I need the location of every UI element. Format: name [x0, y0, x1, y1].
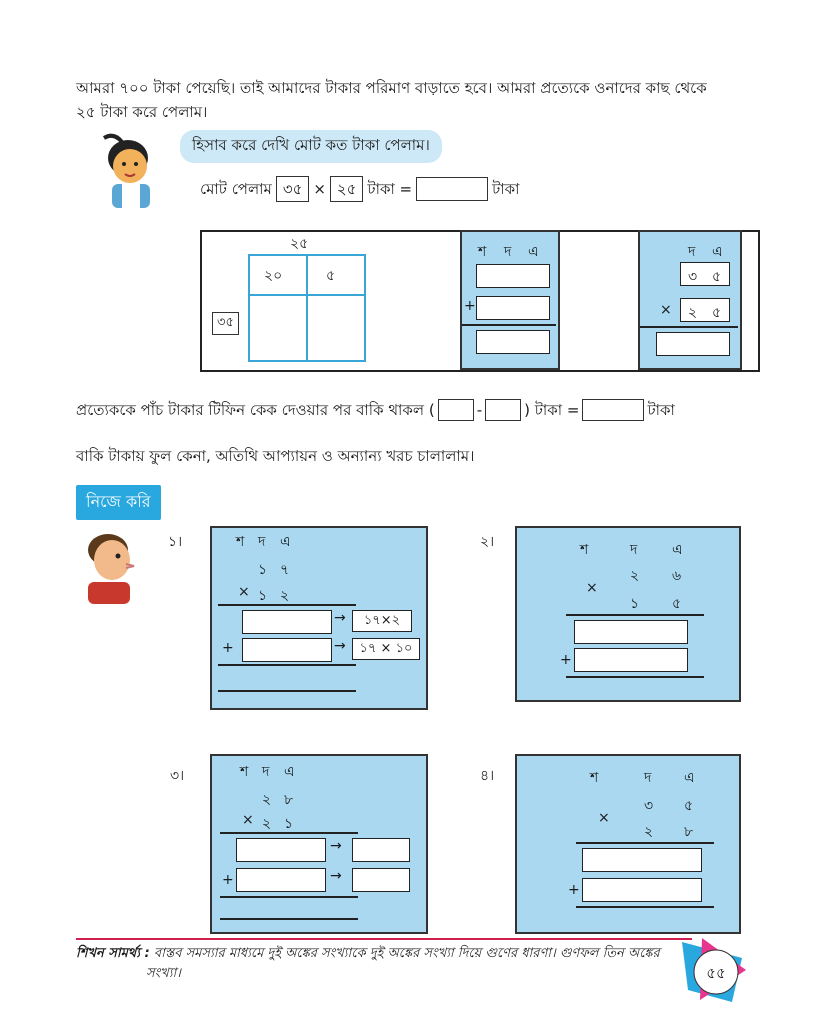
p4-plus: +: [568, 882, 580, 898]
p4-bottom-d: ২: [644, 824, 654, 840]
area-cell-4[interactable]: [306, 294, 366, 362]
plus-sign: +: [464, 298, 476, 314]
mult-top-d: ৩: [688, 269, 698, 285]
p3-bottom-e: ১: [284, 816, 294, 832]
p1-plus: +: [222, 640, 234, 656]
sum-result[interactable]: [476, 330, 550, 354]
area-side-label: ৩৫: [212, 312, 239, 335]
p2-bottom-d: ১: [630, 596, 640, 612]
p2-header-e: এ: [672, 542, 683, 558]
rest-line: বাকি টাকায় ফুল কেনা, অতিথি আপ্যায়ন ও অন্যান্য খরচ চালালাম।: [76, 447, 475, 465]
problem-1-number: ১।: [168, 534, 183, 550]
p4-line-2: [576, 906, 714, 908]
header-sh: শ: [478, 244, 487, 260]
total-line: [200, 176, 520, 202]
factor-b-box: ২৫: [330, 176, 364, 202]
mult-times: ×: [660, 302, 672, 318]
p1-arrow-2: →: [334, 638, 346, 654]
p3-plus: +: [222, 872, 234, 888]
p1-line-2: [218, 664, 356, 666]
p3-header-sh: শ: [240, 764, 249, 780]
sum-row-2[interactable]: [476, 296, 550, 320]
intro-line-2: ২৫ টাকা করে পেলাম।: [76, 103, 208, 121]
p1-hint-1: ১৭×২: [352, 610, 412, 632]
problem-3-number: ৩।: [170, 768, 185, 784]
header-e-right: এ: [712, 244, 723, 260]
p3-hint-box-1[interactable]: [352, 838, 410, 862]
intro-line-1: আমরা ৭০০ টাকা পেয়েছি। তাই আমাদের টাকার পরিমাণ বাড়াতে হবে। আমরা প্রত্যেকে ওনাদের কাছ থেকে: [76, 79, 707, 97]
p3-top-d: ২: [262, 792, 272, 808]
p1-arrow-1: →: [334, 610, 346, 626]
p2-header-sh: শ: [580, 542, 589, 558]
p4-header-d: দ: [644, 770, 652, 786]
p3-line-2: [220, 896, 358, 898]
p4-row-1[interactable]: [582, 848, 702, 872]
total-prefix: মোট পেলাম: [200, 180, 272, 198]
page-number: ৫৫: [706, 964, 726, 982]
section-title: নিজে করি: [76, 485, 161, 520]
header-d: দ: [504, 244, 512, 260]
p4-row-2[interactable]: [582, 878, 702, 902]
footer-rule: [76, 938, 692, 940]
p4-header-e: এ: [684, 770, 695, 786]
total-mid: টাকা =: [367, 180, 413, 198]
factor-a-box: ৩৫: [276, 176, 310, 202]
p1-line-3: [218, 690, 356, 692]
p2-row-2[interactable]: [574, 648, 688, 672]
p2-row-1[interactable]: [574, 620, 688, 644]
p1-top-d: ১: [258, 562, 268, 578]
tiffin-line: [76, 398, 675, 422]
p3-row-2[interactable]: [236, 868, 326, 892]
p4-bottom-e: ৮: [684, 824, 694, 840]
p3-bottom-d: ২: [262, 816, 272, 832]
p3-header-d: দ: [262, 764, 270, 780]
times-sign: ×: [313, 180, 326, 198]
speech-text: হিসাব করে দেখি মোট কত টাকা পেলাম।: [192, 136, 430, 154]
p1-header-sh: শ: [236, 534, 245, 550]
p1-row-2[interactable]: [242, 638, 332, 662]
p1-bottom-d: ১: [258, 588, 268, 604]
speech-bubble: [180, 130, 442, 163]
tiffin-text: প্রত্যেককে পাঁচ টাকার টিফিন কেক দেওয়ার পর বাকি থাকল (: [76, 401, 435, 419]
p1-bottom-e: ২: [280, 588, 290, 604]
p2-plus: +: [560, 652, 572, 668]
tiffin-close: ) টাকা =: [524, 401, 580, 419]
p2-header-d: দ: [630, 542, 638, 558]
p1-header-e: এ: [280, 534, 291, 550]
p3-times: ×: [242, 812, 254, 828]
mult-bottom-d: ২: [688, 305, 698, 321]
p4-line-1: [576, 842, 714, 844]
mult-result[interactable]: [656, 332, 730, 356]
footer-text: [76, 944, 676, 984]
p2-top-e: ৬: [672, 568, 682, 584]
header-d-right: দ: [688, 244, 696, 260]
total-answer-box[interactable]: [416, 177, 488, 201]
p3-line-1: [220, 832, 358, 834]
p1-hint-2: ১৭ × ১০: [352, 638, 420, 660]
sum-row-1[interactable]: [476, 264, 550, 288]
area-cell-3[interactable]: [248, 294, 308, 362]
p1-line-1: [218, 604, 356, 606]
tiffin-box-1[interactable]: [438, 399, 474, 421]
area-c2: ৫: [326, 268, 336, 284]
p2-top-d: ২: [630, 568, 640, 584]
p3-top-e: ৮: [284, 792, 294, 808]
p3-header-e: এ: [284, 764, 295, 780]
mult-bottom-e: ৫: [712, 305, 722, 321]
p3-arrow-2: →: [330, 868, 342, 884]
intro-paragraph: [76, 76, 776, 124]
problem-4-number: ৪।: [480, 768, 495, 784]
p3-line-3: [220, 918, 358, 920]
p4-header-sh: শ: [590, 770, 599, 786]
girl-illustration: [92, 128, 160, 210]
minus-sign: -: [476, 401, 483, 419]
total-suffix: টাকা: [492, 180, 520, 198]
p1-top-e: ৭: [280, 562, 290, 578]
p4-times: ×: [598, 810, 610, 826]
footer-label: শিখন সামর্থ্য :: [76, 946, 150, 961]
mult-top-e: ৫: [712, 269, 722, 285]
p1-row-1[interactable]: [242, 610, 332, 634]
p2-times: ×: [586, 580, 598, 596]
footer-line-2: সংখ্যা।: [146, 966, 181, 981]
boy-illustration: [74, 524, 140, 606]
p2-bottom-e: ৫: [672, 596, 682, 612]
p4-top-d: ৩: [644, 798, 654, 814]
p2-line-2: [566, 676, 704, 678]
mult-line: [640, 326, 738, 328]
problem-2-number: ২।: [480, 534, 495, 550]
tiffin-answer-box[interactable]: [582, 399, 644, 421]
p1-header-d: দ: [258, 534, 266, 550]
area-cell-2: [306, 254, 366, 296]
p1-times: ×: [238, 584, 250, 600]
sum-line: [462, 324, 556, 326]
p2-line-1: [566, 614, 704, 616]
p3-hint-box-2[interactable]: [352, 868, 410, 892]
area-c1: ২০: [264, 268, 283, 284]
footer-line-1: বাস্তব সমস্যার মাধ্যমে দুই অঙ্কের সংখ্যাকে দুই অঙ্কের সংখ্যা দিয়ে গুণের ধারণা। গুণফল তিন অঙ্কের: [153, 946, 660, 961]
p3-arrow-1: →: [330, 838, 342, 854]
tiffin-suffix: টাকা: [647, 401, 675, 419]
area-top-label: ২৫: [290, 236, 309, 252]
header-e: এ: [528, 244, 539, 260]
tiffin-box-2[interactable]: [485, 399, 521, 421]
p4-top-e: ৫: [684, 798, 694, 814]
p3-row-1[interactable]: [236, 838, 326, 862]
